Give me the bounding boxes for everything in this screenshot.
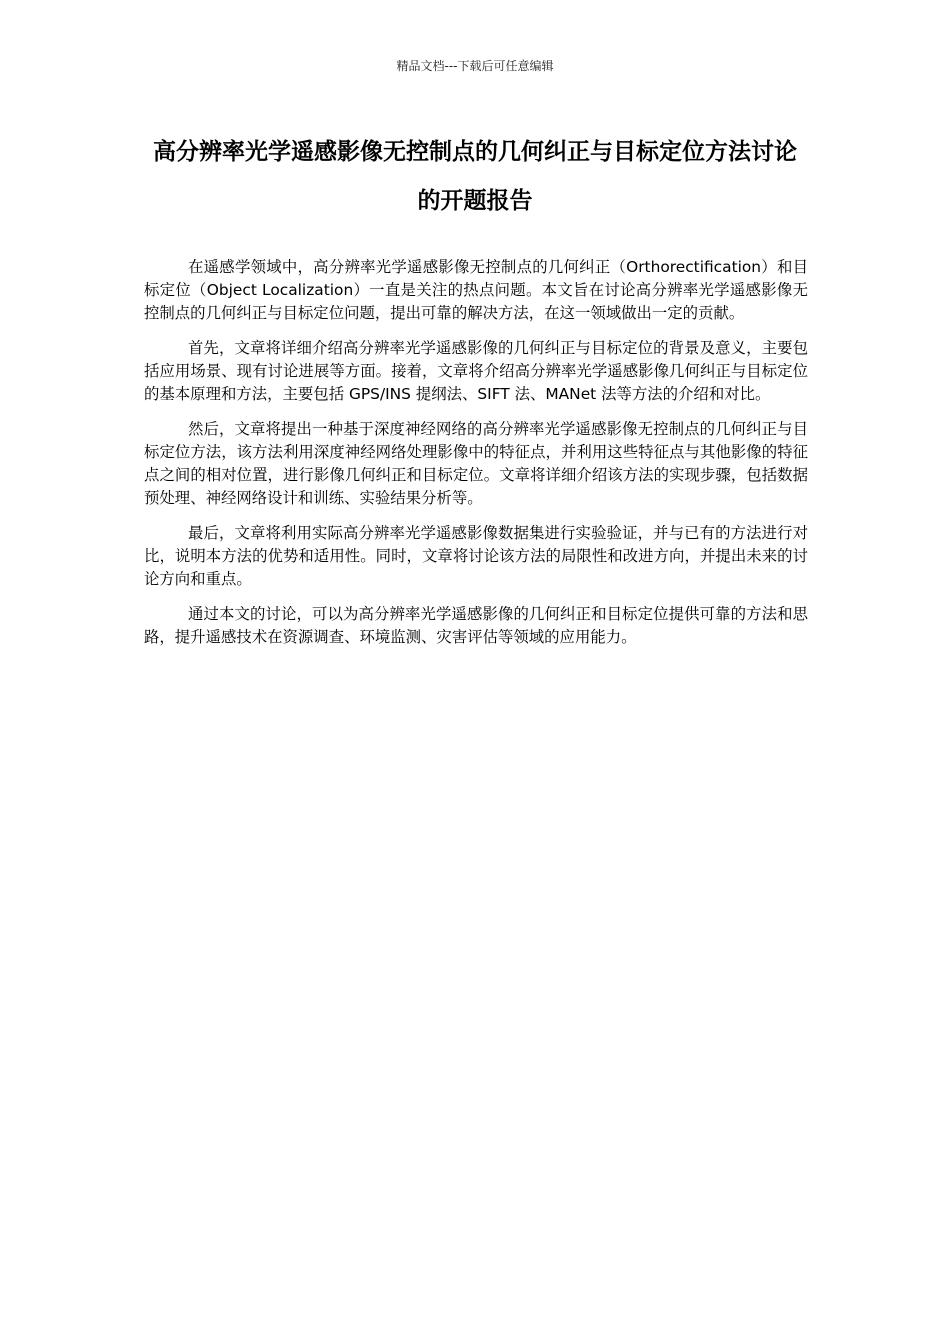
paragraph-method: 然后，文章将提出一种基于深度神经网络的高分辨率光学遥感影像无控制点的几何纠正与目标定位方法，该方法利用深度神经网络处理影像中的特征点，并利用这些特征点与其他影像的特征点之间的相对位置，进行影像几何纠正和目标定位。文章将详细介绍该方法的实现步骤，包括数据预处理、神经网络设计和训练、实验结果分析等。 bbox=[144, 420, 808, 507]
paragraph-background: 首先，文章将详细介绍高分辨率光学遥感影像的几何纠正与目标定位的背景及意义，主要包括应用场景、现有讨论进展等方面。接着，文章将介绍高分辨率光学遥感影像几何纠正与目标定位的基本原理和方法，主要包括 GPS/INS 提纲法、SIFT 法、MANet 法等方法的介绍和对比。 bbox=[144, 339, 808, 403]
paragraph-intro: 在遥感学领域中，高分辨率光学遥感影像无控制点的几何纠正（Orthorectification）和目标定位（Object Localization）一直是关注的热点问题。本文旨在讨论高分辨率光学遥感影像无控制点的几何纠正与目标定位问题，提出可靠的解决方法，在这一领域做出一定的贡献。 bbox=[144, 258, 808, 322]
document-title: 高分辨率光学遥感影像无控制点的几何纠正与目标定位方法讨论的开题报告 bbox=[153, 139, 797, 214]
header-note: 精品文档---下载后可任意编辑 bbox=[396, 59, 554, 73]
paragraph-validation: 最后，文章将利用实际高分辨率光学遥感影像数据集进行实验验证，并与已有的方法进行对比，说明本方法的优势和适用性。同时，文章将讨论该方法的局限性和改进方向，并提出未来的讨论方向和重点。 bbox=[144, 524, 808, 588]
document-body bbox=[144, 256, 808, 661]
paragraph-conclusion: 通过本文的讨论，可以为高分辨率光学遥感影像的几何纠正和目标定位提供可靠的方法和思路，提升遥感技术在资源调查、环境监测、灾害评估等领域的应用能力。 bbox=[144, 605, 808, 646]
